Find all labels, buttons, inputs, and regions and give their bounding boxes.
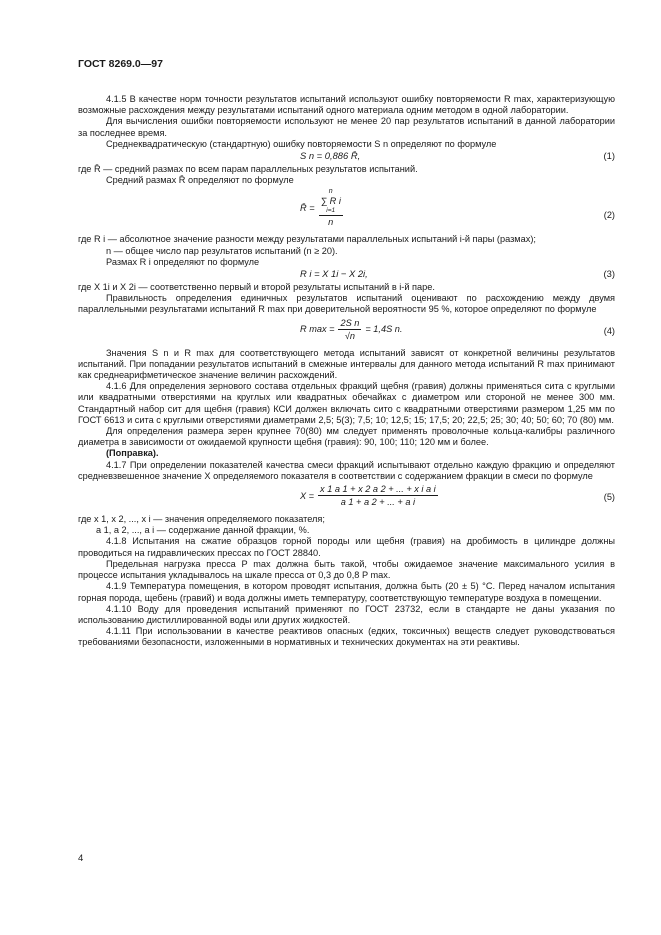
formula-2	[78, 186, 615, 234]
paragraph: Предельная нагрузка пресса P max должна быть такой, чтобы ожидаемое значение максимального усилия в процессе испытания укладывалось на шкале пресса от 0,3 до 0,8 P max.	[78, 558, 615, 581]
formula-3	[78, 268, 615, 282]
formula-expression: R i = X 1i − X 2i,	[300, 268, 368, 280]
paragraph: Средний размах R̄ определяют по формуле	[106, 175, 294, 186]
formula-1	[78, 150, 615, 164]
formula-number: (5)	[603, 492, 615, 503]
sum-lower-limit: i=1	[326, 207, 336, 215]
paragraph: Размах R i определяют по формуле	[106, 256, 260, 267]
paragraph-4-1-9: 4.1.9 Температура помещения, в котором проводят испытания, должна быть (20 ± 5) °С. Перед началом испытания горная порода, щебень (гравий) и вода должны иметь температуру, соответствующую температуре воздуха в помещении.	[78, 581, 615, 603]
formula-number: (4)	[603, 325, 615, 336]
fraction	[318, 484, 438, 507]
amendment-note: (Поправка).	[106, 448, 159, 459]
paragraph: Значения S n и R max для соответствующего метода испытаний зависят от конкретной величины результатов испытаний. При попадании результатов испытаний в смежные интервалы для данного метода испытаний R max принимают как среднеарифметическое значение величин расхождений.	[78, 347, 615, 381]
formula-lhs: X =	[300, 490, 315, 501]
formula-number: (3)	[603, 268, 615, 280]
formula-numerator: x 1 a 1 + x 2 a 2 + ... + x i a i	[320, 484, 436, 495]
formula-4	[78, 316, 615, 348]
sum-upper-limit: n	[328, 188, 333, 196]
paragraph-4-1-10: 4.1.10 Воду для проведения испытаний применяют по ГОСТ 23732, если в стандарте не даны указания по использованию дистиллированной воды или других жидкостей.	[78, 603, 615, 625]
page-number: 4	[78, 853, 84, 864]
formula-numerator: 2S n	[340, 317, 360, 328]
paragraph: Правильность определения единичных результатов испытаний оценивают по расхождению между двумя параллельными результатами испытаний R max при доверительной вероятности 95 %, которое определяют по формуле	[78, 293, 615, 315]
paragraph-4-1-11: 4.1.11 При использовании в качестве реактивов опасных (едких, токсичных) веществ следует руководствоваться требованиями безопасности, изложенными в нормативных и технических документах на эти реактивы.	[78, 626, 615, 648]
formula-number: (2)	[603, 210, 615, 221]
formula-denominator: n	[328, 217, 334, 228]
formula-lhs: R̄ =	[300, 202, 315, 213]
paragraph: Для определения размера зерен крупнее 70(80) мм следует применять проволочные кольца-калибры различного диаметра в зависимости от ожидаемой крупности щебня (гравия): 90, 100; 110; 120 мм и более.	[78, 426, 615, 448]
formula-number: (1)	[603, 150, 615, 162]
formula-rhs: = 1,4S n.	[365, 324, 403, 335]
paragraph: где R̄ — средний размах по всем парам параллельных результатов испытаний.	[78, 164, 418, 175]
paragraph: n — общее число пар результатов испытаний (n ≥ 20).	[106, 245, 338, 256]
document-header: ГОСТ 8269.0—97	[78, 58, 163, 70]
paragraph-4-1-7: 4.1.7 При определении показателей качества смеси фракций испытывают отдельно каждую фракцию и определяют средневзвешенное значение X определяемого показателя в соответствии с содержанием фракции в смеси по формуле	[78, 459, 615, 481]
paragraph: где x 1, x 2, ..., x i — значения определяемого показателя;	[78, 514, 325, 525]
formula-5	[78, 482, 615, 514]
formula-lhs: R max =	[300, 324, 335, 335]
formula-denominator: a 1 + a 2 + ... + a i	[340, 497, 416, 508]
paragraph: где R i — абсолютное значение разности между результатами параллельных испытаний i-й пары (размах);	[78, 234, 536, 245]
fraction	[338, 318, 361, 341]
paragraph: где X 1i и X 2i — соответственно первый и второй результаты испытаний в i-й паре.	[78, 282, 435, 293]
paragraph: Среднеквадратическую (стандартную) ошибку повторяемости S n определяют по формуле	[106, 138, 497, 149]
fraction	[319, 188, 343, 227]
paragraph-4-1-8: 4.1.8 Испытания на сжатие образцов горной породы или щебня (гравия) на дробимость в цилиндре должны проводиться на гидравлических прессах по ГОСТ 28840.	[78, 536, 615, 558]
paragraph: a 1, a 2, ..., a i — содержание данной фракции, %.	[96, 525, 310, 536]
paragraph-4-1-6: 4.1.6 Для определения зернового состава отдельных фракций щебня (гравия) должны применяться сита с круглыми или квадратными отверстиями на круглых или квадратных обечайках с диаметром или стороной не менее 300 мм. Стандартный набор сит для щебня (гравия) КСИ должен включать сито с квадратными отверстиями размером 1,25 мм по ГОСТ 6613 и сита с круглыми отверстиями диаметрами 2,5; 5(3); 7,5; 10; 12,5; 15; 17,5; 20; 22,5; 25; 30; 40; 50; 60; 70 (80) мм.	[78, 381, 615, 425]
paragraph: Для вычисления ошибки повторяемости используют не менее 20 пар результатов испытаний в данной лаборатории за последнее время.	[78, 116, 615, 138]
formula-expression: S n = 0,886 R̄,	[300, 150, 361, 162]
formula-numerator: ∑ R i	[320, 196, 341, 207]
formula-denominator: √n	[344, 330, 355, 341]
paragraph-4-1-5: 4.1.5 В качестве норм точности результатов испытаний используют ошибку повторяемости R max, характеризующую возможные расхождения между результатами испытаний одного материала одним методом в одной лаборатории.	[78, 94, 615, 116]
document-page	[78, 58, 615, 649]
